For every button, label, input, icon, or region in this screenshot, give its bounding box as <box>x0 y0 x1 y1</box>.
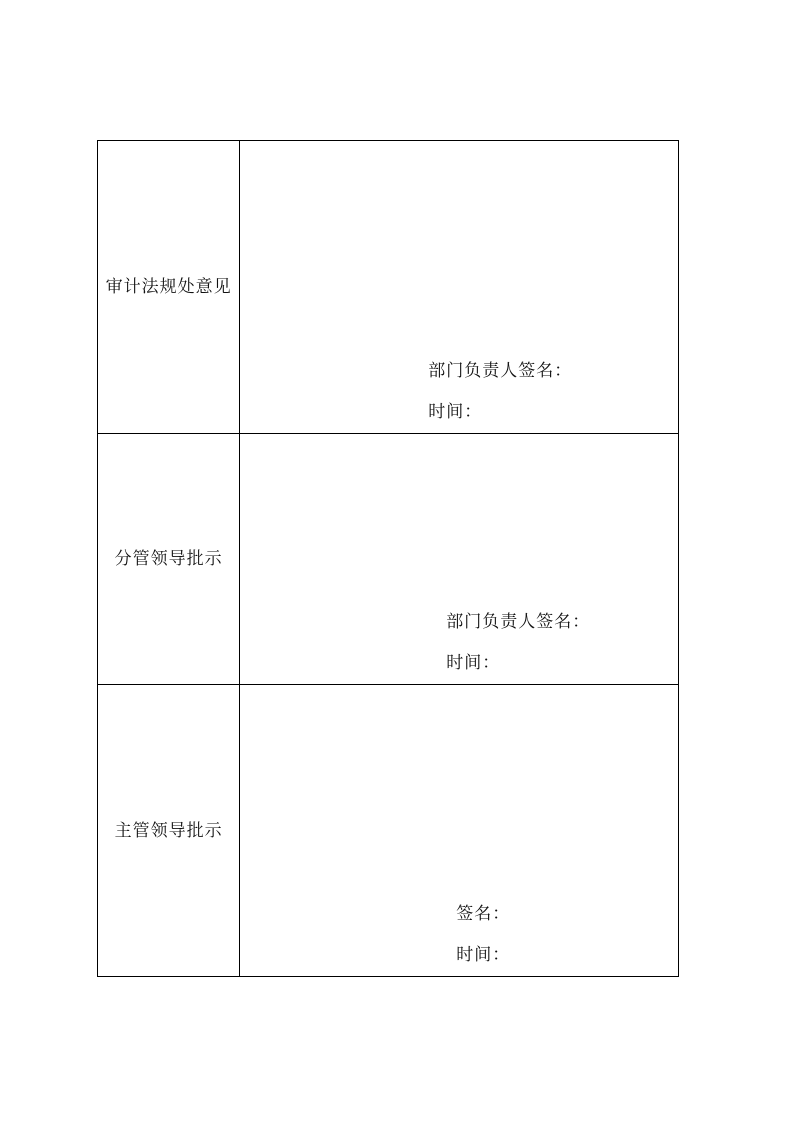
time-label: 时间： <box>428 402 483 422</box>
deputy-leader-label: 分管领导批示 <box>114 549 223 569</box>
chief-leader-label: 主管领导批示 <box>114 820 223 841</box>
time-label: 时间： <box>446 653 501 673</box>
chief-leader-row <box>98 685 679 977</box>
department-head-signature-label: 部门负责人签名： <box>428 361 573 381</box>
chief-leader-field[interactable] <box>240 685 679 977</box>
signature-block <box>456 902 510 984</box>
time-label: 时间： <box>456 945 511 965</box>
row-label-cell <box>98 685 240 977</box>
signature-label: 签名： <box>456 904 511 924</box>
signature-block <box>428 359 572 441</box>
approval-form-table <box>97 140 679 977</box>
row-label-cell <box>98 434 240 685</box>
department-head-signature-label: 部门负责人签名： <box>446 612 591 632</box>
deputy-leader-field[interactable] <box>240 434 679 685</box>
deputy-leader-row <box>98 434 679 685</box>
row-label-cell <box>98 141 240 434</box>
signature-block <box>446 610 590 692</box>
audit-opinion-label: 审计法规处意见 <box>105 277 232 297</box>
audit-opinion-field[interactable] <box>240 141 679 434</box>
audit-opinion-row <box>98 141 679 434</box>
